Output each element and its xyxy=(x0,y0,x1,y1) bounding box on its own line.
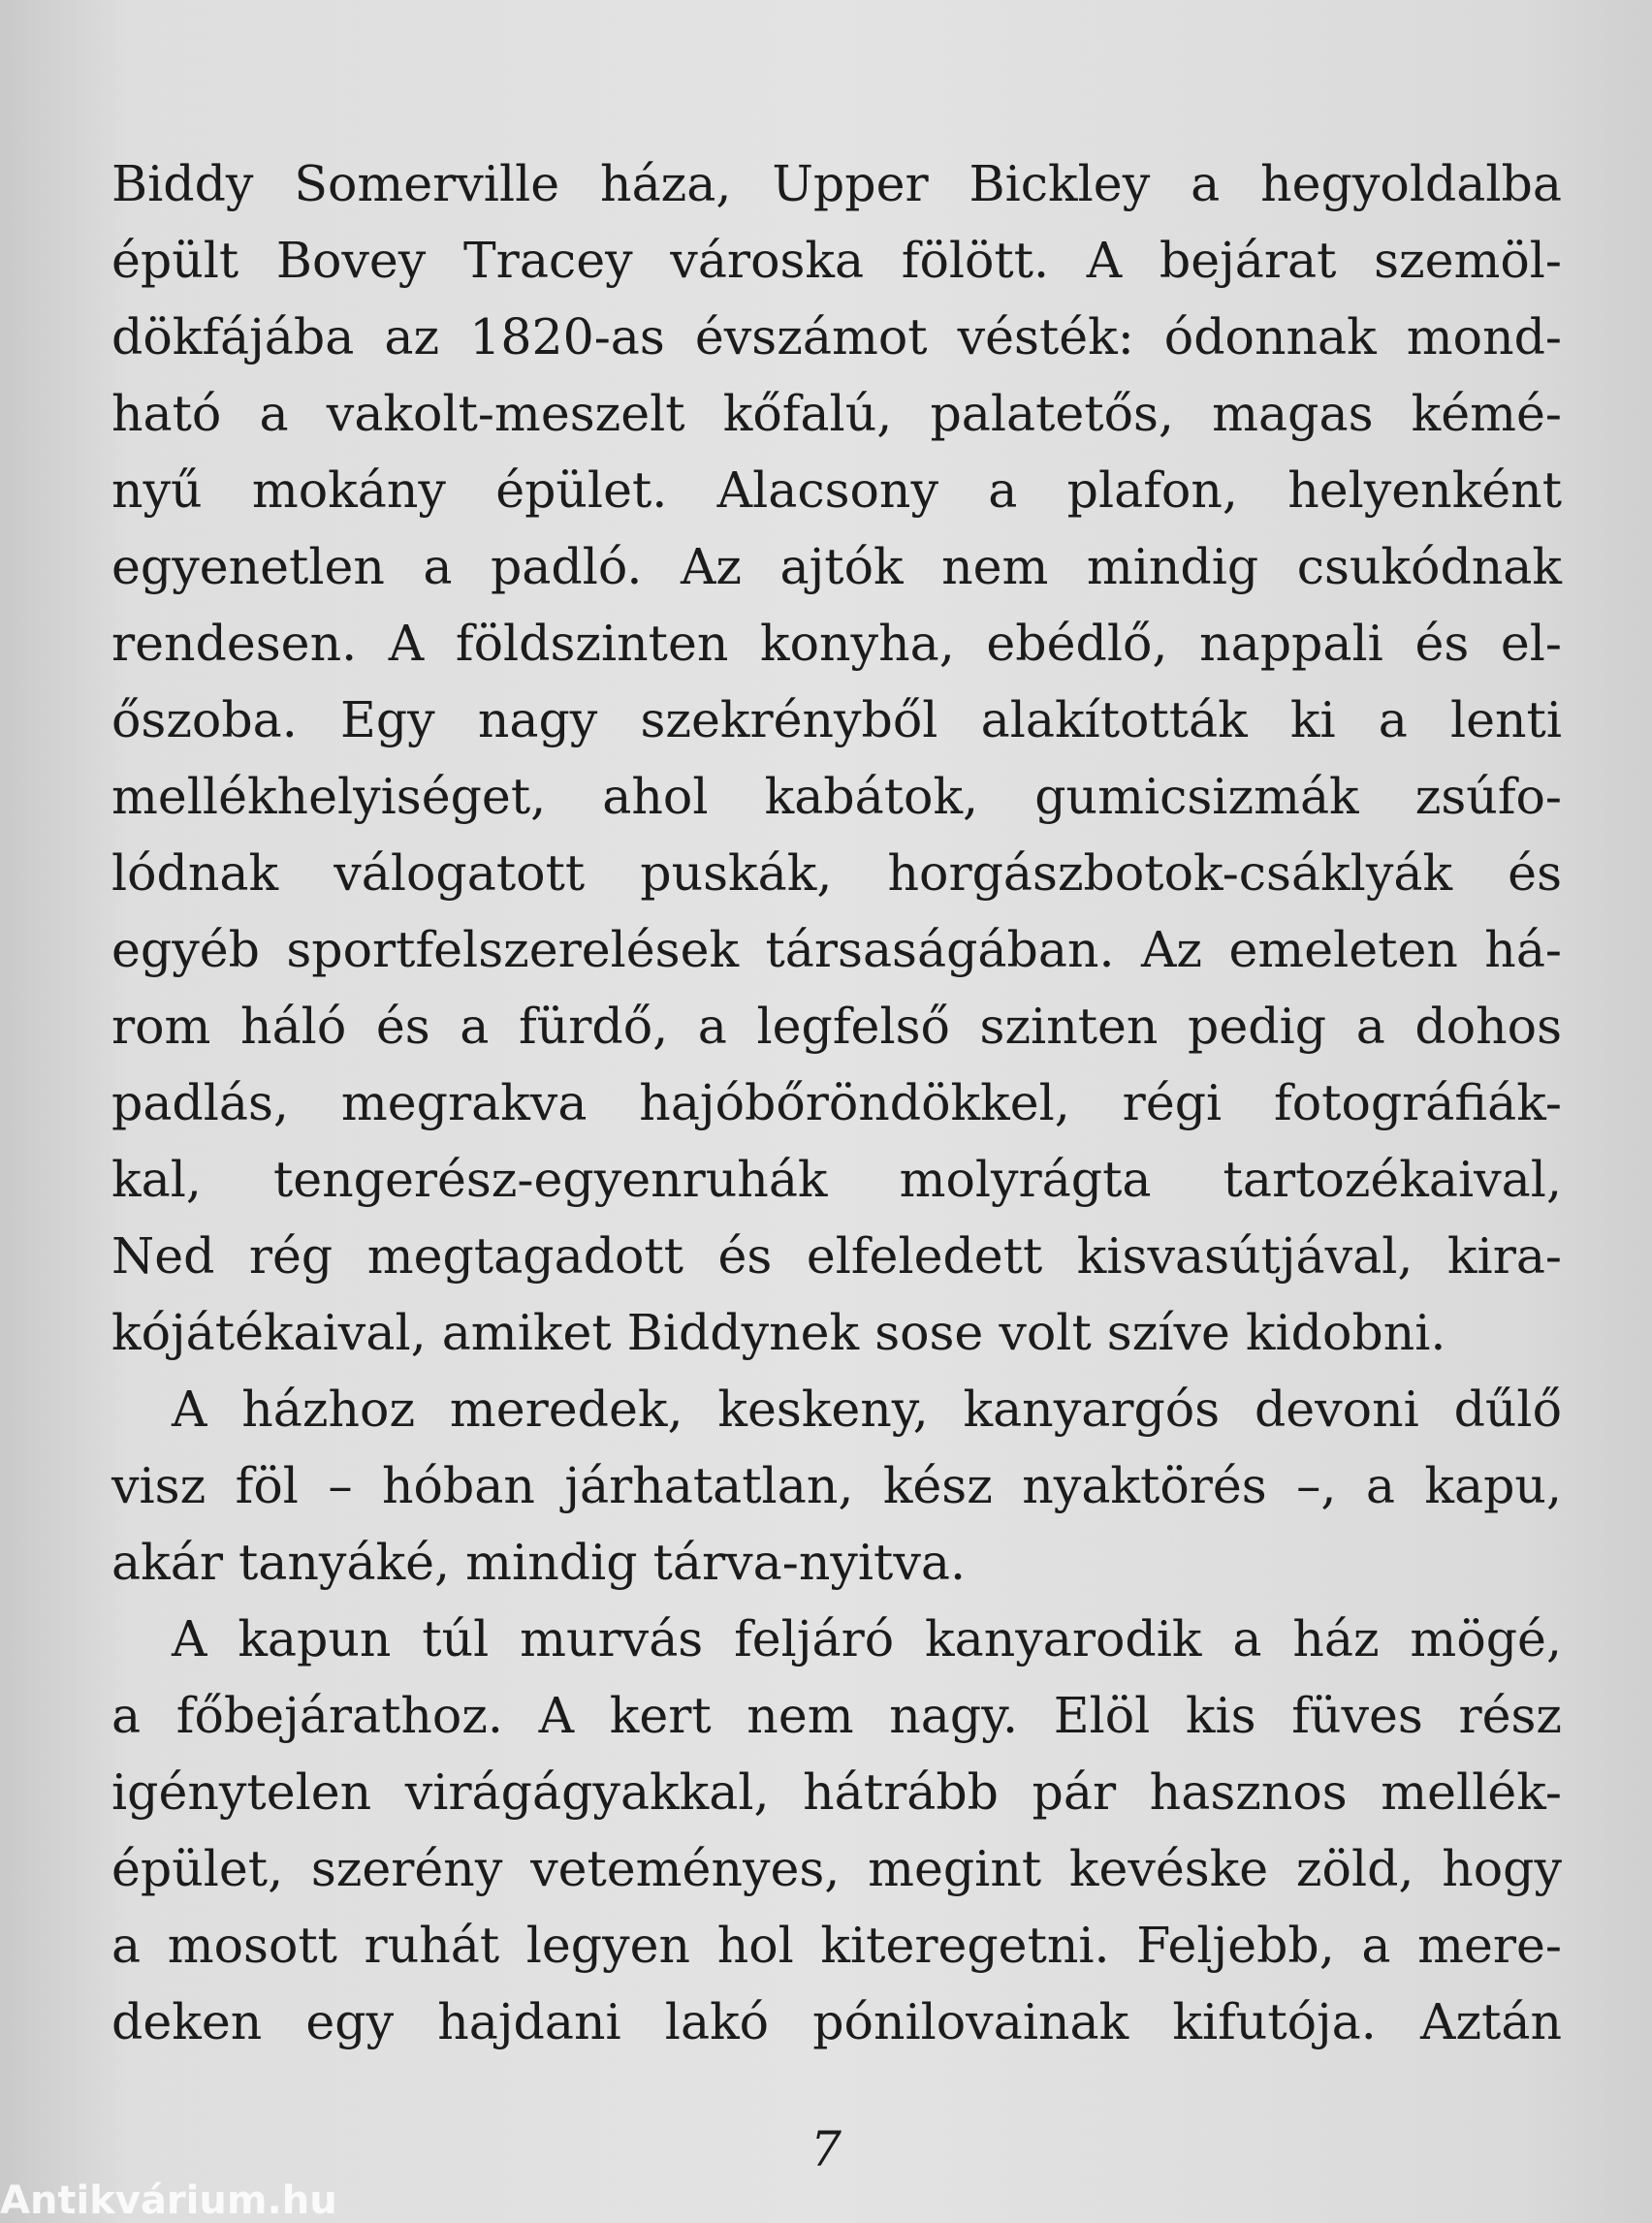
text-line-6: egyenetlen a padló. Az ajtók nem mindig csukódnak xyxy=(111,538,1562,595)
text-line-21: a főbejárathoz. A kert nem nagy. Elöl kis füves rész xyxy=(111,1687,1562,1744)
text-line-13: padlás, megrakva hajóbőröndökkel, régi fotográfiák- xyxy=(111,1074,1562,1131)
text-line-25: deken egy hajdani lakó pónilovainak kifutója. Aztán xyxy=(111,1993,1562,2050)
text-line-15: Ned rég megtagadott és elfeledett kisvasútjával, kira- xyxy=(111,1227,1562,1285)
text-line-14: kal, tengerész-egyenruhák molyrágta tartozékaival, xyxy=(111,1151,1562,1208)
text-line-22: igénytelen virágágyakkal, hátrább pár hasznos mellék- xyxy=(111,1763,1562,1821)
body-text xyxy=(111,145,1562,2060)
text-line-3: dökfájába az 1820-as évszámot vésték: ódonnak mond- xyxy=(111,308,1562,365)
text-line-9: mellékhelyiséget, ahol kabátok, gumicsizmák zsúfo- xyxy=(111,768,1562,825)
text-line-1: Biddy Somerville háza, Upper Bickley a hegyoldalba xyxy=(111,155,1562,212)
text-line-19: akár tanyáké, mindig tárva-nyitva. xyxy=(111,1534,967,1591)
text-line-18: visz föl – hóban járhatatlan, kész nyaktörés –, a kapu, xyxy=(111,1457,1562,1514)
page-number: 7 xyxy=(810,2121,842,2177)
text-line-2: épült Bovey Tracey városka fölött. A bejárat szemöl- xyxy=(111,232,1562,289)
text-line-20: A kapun túl murvás feljáró kanyarodik a ház mögé, xyxy=(172,1610,1562,1667)
watermark: Antikvárium.hu xyxy=(0,2178,337,2223)
text-line-16: kójátékaival, amiket Biddynek sose volt szíve kidobni. xyxy=(111,1304,1446,1361)
text-line-24: a mosott ruhát legyen hol kiteregetni. Feljebb, a mere- xyxy=(111,1917,1562,1974)
text-line-5: nyű mokány épület. Alacsony a plafon, helyenként xyxy=(111,461,1562,519)
text-line-8: őszoba. Egy nagy szekrényből alakították ki a lenti xyxy=(111,691,1562,748)
text-line-17: A házhoz meredek, keskeny, kanyargós devoni dűlő xyxy=(172,1381,1562,1438)
text-line-11: egyéb sportfelszerelések társaságában. Az emeleten há- xyxy=(111,921,1562,978)
text-line-10: lódnak válogatott puskák, horgászbotok-csáklyák és xyxy=(111,844,1562,902)
text-line-7: rendesen. A földszinten konyha, ebédlő, nappali és el- xyxy=(111,615,1562,672)
text-line-23: épület, szerény veteményes, megint kevéske zöld, hogy xyxy=(111,1840,1562,1897)
show-through-text xyxy=(107,12,1561,157)
text-line-4: ható a vakolt-meszelt kőfalú, palatetős, magas kémé- xyxy=(111,385,1562,442)
text-line-12: rom háló és a fürdő, a legfelső szinten pedig a dohos xyxy=(111,998,1562,1055)
